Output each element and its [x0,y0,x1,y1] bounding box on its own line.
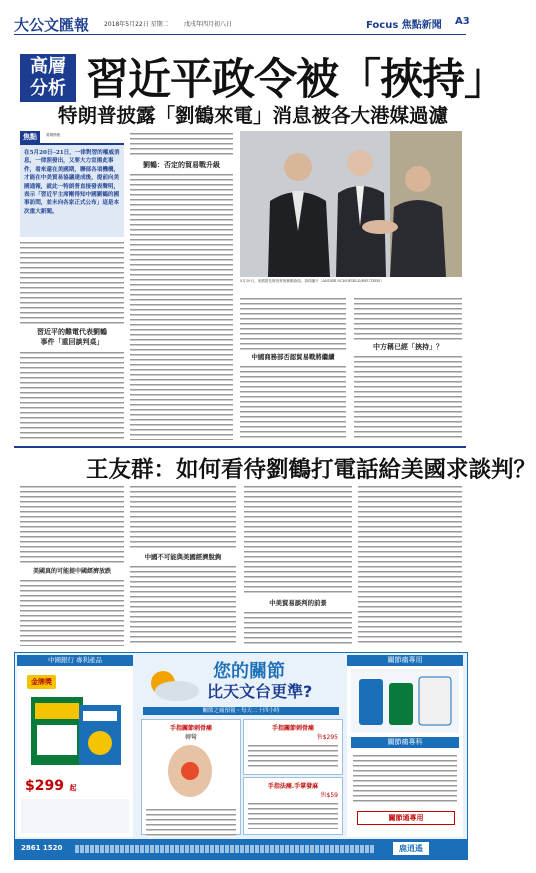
ad-right-text [353,753,457,805]
article-column-1a [20,240,124,324]
product-1-tag: 轉彎 [184,734,197,741]
ad-footer-logo: 鹿逍遙 [393,842,429,855]
photo-illustration [240,131,462,277]
product-2-text [248,743,338,769]
kicker-label: 焦點 [20,131,40,143]
story2-col3a [244,484,352,596]
col1-subhead: 習近平的難電代表劉鶴 事件「重回談判桌」 [37,327,107,346]
badge-bottom: 分析 [30,78,66,99]
ad-price [25,775,77,794]
ad-right-product [351,669,459,733]
ad-footer-phone: 2861 1520 [21,844,63,852]
product-1-title: 手指關節刺骨痛 [169,725,212,732]
lead-headline: 習近平政令被「挾持」 [86,55,506,105]
ad-left-panel [17,655,133,837]
newspaper-logo: 大公文匯報 [14,16,90,34]
product-3-text [248,801,338,829]
ad-footer-text [75,845,375,853]
kicker-note: 要聞簡報 [46,133,61,137]
article-column-2a [130,131,233,157]
product-3-price: 售$59 [320,792,338,799]
ad-product-card-3 [243,777,343,835]
ad-right-subheader: 關節痛專科 [351,737,459,748]
photo-caption: 5月20日，美國財長姆努欽與劉鶴會面。資料圖片（ANDRE SCHOFIELD/REUTERS） [240,279,384,283]
section-name: Focus 焦點新聞 [366,20,442,31]
bottles-illustration [351,669,459,733]
page-number: A3 [455,16,470,27]
ad-product-card-1 [141,719,241,835]
article-column-3a [240,296,346,350]
article-column-3b [240,364,346,440]
story2-col2a [130,484,236,550]
lunar-date: 戊戌年四月初八日 [184,21,233,28]
article-column-1b [20,350,124,440]
weather-cloud-icon [141,663,203,705]
second-headline: 王友群：如何看待劉鶴打電話給美國求談判？ [86,457,536,483]
story2-subhead-2: 中國不可能與美國經濟脫鉤 [144,553,222,561]
product-box-illustration [23,691,127,771]
analysis-badge [20,54,76,102]
ad-price-value: $299 [25,778,64,794]
news-photo [240,131,462,277]
story2-col1b [20,578,124,646]
col2-subhead: 劉鶴：否定的貿易戰升級 [143,160,220,169]
knee-illustration [142,741,238,803]
ad-left-info [21,799,129,833]
ad-left-header: 中國銀行 專利產品 [17,655,133,666]
article-column-2b [130,172,233,440]
ad-subtitle: 關節之痛預報・每天二十四小時 [143,707,339,715]
story2-subhead-1: 美國真的可能提中國經濟放跌 [32,568,111,575]
ad-right-header: 關節痛專用 [347,655,463,666]
story2-subhead-3: 中美貿易談判的前景 [269,599,327,607]
intro-text: 在5月20日─21日，一律對習的權威消息，一律照發出，又要大力宣揚此事件，看來還在美國期，聯部各項機構，才能在中美貿易協議達成後，提前向美國通報，就此一特朗普直接發表聲明，表示「習近平主席剛得知中國劉鶴的國事訪問，並未向各家正式公布」這是本次重大新聞。 [24,150,120,215]
product-1-text [146,807,236,837]
story2-col2b [130,564,236,646]
intro-box [20,143,124,237]
col4-subhead: 中方稱已經「挾持」？ [373,342,443,351]
issue-date: 2018年5月22日 星期二 [104,21,169,28]
article-column-4b [354,354,462,440]
story2-col4 [358,484,462,646]
ad-right-panel [347,655,463,837]
product-3-title: 手指法痛.手掌發麻 [267,783,319,790]
gold-award-badge: 金牌獎 [27,675,56,689]
ad-middle-panel [137,655,343,837]
ad-price-note: 起 [69,784,77,792]
ad-right-box: 關節通專用 [357,811,455,825]
masthead [14,10,470,35]
ad-footer [15,839,467,859]
story2-col1a [20,484,124,564]
badge-top: 高層 [30,56,66,77]
ad-big-line-1: 您的關節 [213,661,285,682]
advertisement [14,652,468,860]
col3-subhead: 中國商務部否認貿易戰將繼續 [251,353,335,361]
story2-col3b [244,610,352,646]
ad-product-card-2 [243,719,343,775]
article-column-4a [354,296,462,340]
ad-big-line-2: 比天文台更準? [207,682,313,701]
section-divider [14,446,466,448]
product-2-price: 售$295 [316,734,338,741]
lead-subheadline: 特朗普披露「劉鶴來電」消息被各大港媒過濾 [58,104,449,127]
product-2-title: 手指關節刺骨痛 [271,725,314,732]
